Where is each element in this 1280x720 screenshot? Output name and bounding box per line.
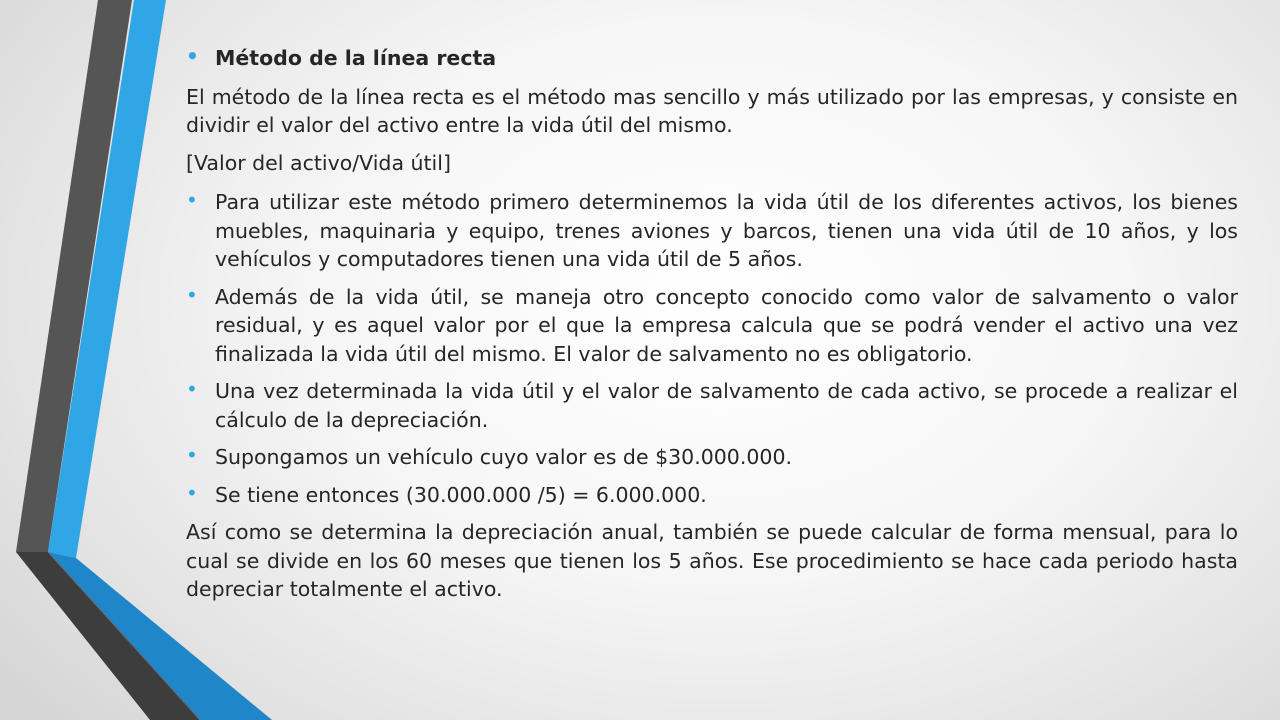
bullet-text: Supongamos un vehículo cuyo valor es de $30.000.000. (215, 445, 793, 469)
formula-text: [Valor del activo/Vida útil] (186, 150, 451, 175)
bullet-dot-icon: • (186, 443, 198, 467)
heading-bullet (186, 44, 1238, 73)
bullet-text: Una vez determinada la vida útil y el valor de salvamento de cada activo, se procede a realizar el cálculo de la depreciación. (215, 379, 1238, 432)
bullet-dot-icon: • (186, 44, 199, 68)
decor-edge-line (48, 552, 200, 720)
bullet-dot-icon: • (186, 188, 198, 212)
bullet-dot-icon: • (186, 282, 198, 307)
bullet-item (186, 443, 1238, 472)
slide-heading: Método de la línea recta (215, 46, 497, 70)
bullet-text: Para utilizar este método primero determinemos la vida útil de los diferentes activos, los bienes muebles, maquinaria y equipo, trenes aviones y barcos, tienen una vida útil de 10 años, y los vehículos y computadores tienen una vida útil de 5 años. (215, 190, 1238, 271)
bullet-item (186, 283, 1238, 369)
bullet-item (186, 481, 1238, 510)
bullet-item (186, 377, 1238, 434)
slide-content (186, 44, 1238, 613)
bullet-text: Se tiene entonces (30.000.000 /5) = 6.000.000. (215, 482, 707, 507)
decor-stripe-grey-lower (16, 552, 200, 720)
bullet-dot-icon: • (186, 480, 198, 505)
intro-paragraph: El método de la línea recta es el método mas sencillo y más utilizado por las empresas, y consiste en dividir el valor del activo entre la vida útil del mismo. (186, 84, 1238, 137)
closing-paragraph: Así como se determina la depreciación anual, también se puede calcular de forma mensual, para lo cual se divide en los 60 meses que tienen los 5 años. Ese procedimiento se hace cada periodo hasta depreciar totalmente el activo. (186, 520, 1238, 601)
bullet-item (186, 188, 1238, 274)
bullet-text: Además de la vida útil, se maneja otro concepto conocido como valor de salvamento o valor residual, y es aquel valor por el que la empresa calcula que se podrá vender el activo una vez finalizada la vida útil del mismo. El valor de salvamento no es obligatorio. (215, 284, 1238, 366)
bullet-dot-icon: • (186, 377, 198, 401)
